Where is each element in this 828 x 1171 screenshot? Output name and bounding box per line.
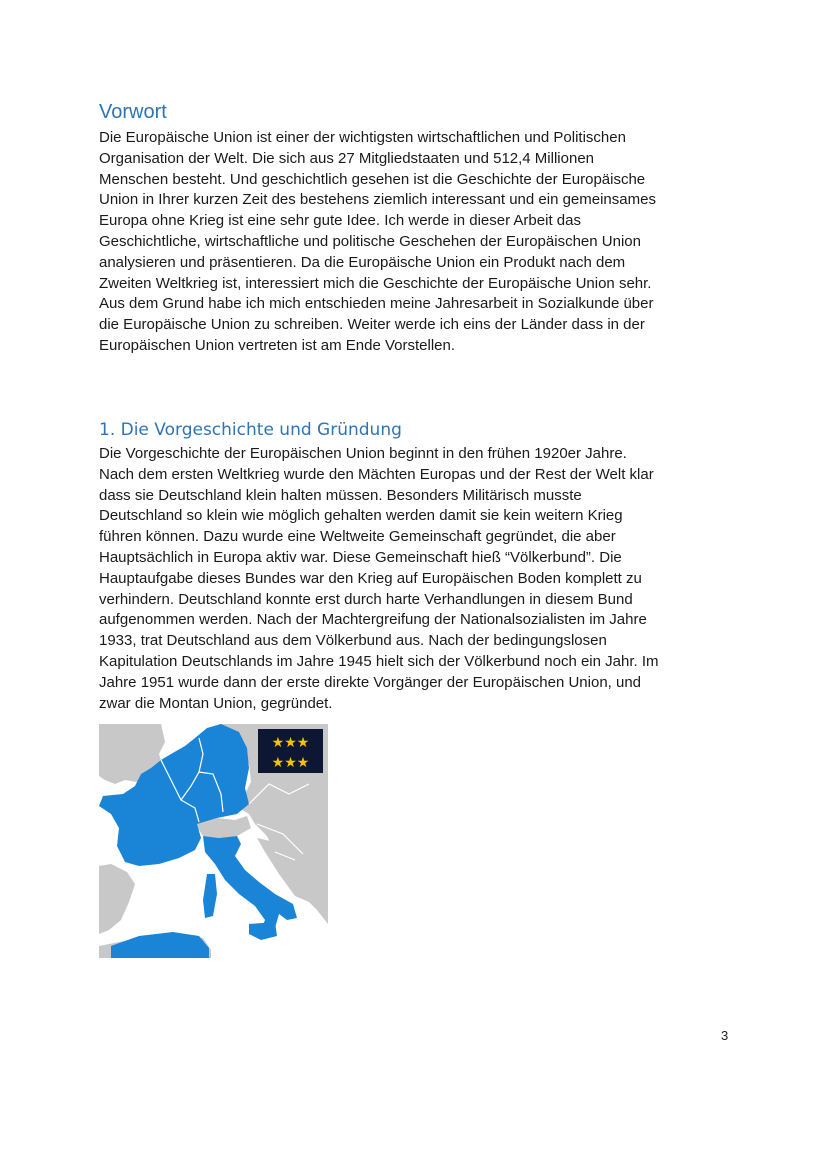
- section-heading-vorgeschichte: 1. Die Vorgeschichte und Gründung: [99, 420, 402, 440]
- europe-map-image: [99, 724, 328, 958]
- paragraph-vorgeschichte: Die Vorgeschichte der Europäischen Union beginnt in den frühen 1920er Jahre. Nach dem ersten Weltkrieg wurde den Mächten Europas und der Rest der Welt klar dass sie Deutschland klein halten müssen. Besonders Militärisch musste Deutschland so klein wie möglich gehalten werden damit sie kein weitern Krieg führen können. Dazu wurde eine Weltweite Gemeinschaft gegründet, die aber Hauptsächlich in Europa aktiv war. Diese Gemeinschaft hieß “Völkerbund”. Die Hauptaufgabe dieses Bundes war den Krieg auf Europäischen Boden komplett zu verhindern. Deutschland konnte erst durch harte Verhandlungen in diesem Bund aufgenommen werden. Nach der Machtergreifung der Nationalsozialisten im Jahre 1933, trat Deutschland aus dem Völkerbund aus. Nach der bedingungslosen Kapitulation Deutschlands im Jahre 1945 hielt sich der Völkerbund noch ein Jahr. Im Jahre 1951 wurde dann der erste direkte Vorgänger der Europäischen Union, und zwar die Montan Union, gegründet.: [99, 445, 659, 712]
- page-number: 3: [721, 1028, 729, 1043]
- europe-map-icon: [99, 724, 328, 958]
- flag-icon: [258, 729, 323, 773]
- flag-stars-bottom: ★★★: [271, 755, 310, 771]
- flag-stars-top: ★★★: [271, 735, 310, 751]
- paragraph-vorwort: Die Europäische Union ist einer der wichtigsten wirtschaftlichen und Politischen Organisation der Welt. Die sich aus 27 Mitgliedstaaten und 512,4 Millionen Menschen besteht. Und geschichtlich gesehen ist die Geschichte der Europäische Union in Ihrer kurzen Zeit des bestehens ziemlich interessant und ein gemeinsames Europa ohne Krieg ist eine sehr gute Idee. Ich werde in dieser Arbeit das Geschichtliche, wirtschaftliche und politische Geschehen der Europäischen Union analysieren und präsentieren. Da die Europäische Union ein Produkt nach dem Zweiten Weltkrieg ist, interessiert mich die Geschichte der Europäische Union sehr. Aus dem Grund habe ich mich entschieden meine Jahresarbeit in Sozialkunde über die Europäische Union zu schreiben. Weiter werde ich eins der Länder dass in der Europäischen Union vertreten ist am Ende Vorstellen.: [99, 129, 656, 354]
- section-heading-vorwort: Vorwort: [99, 101, 167, 123]
